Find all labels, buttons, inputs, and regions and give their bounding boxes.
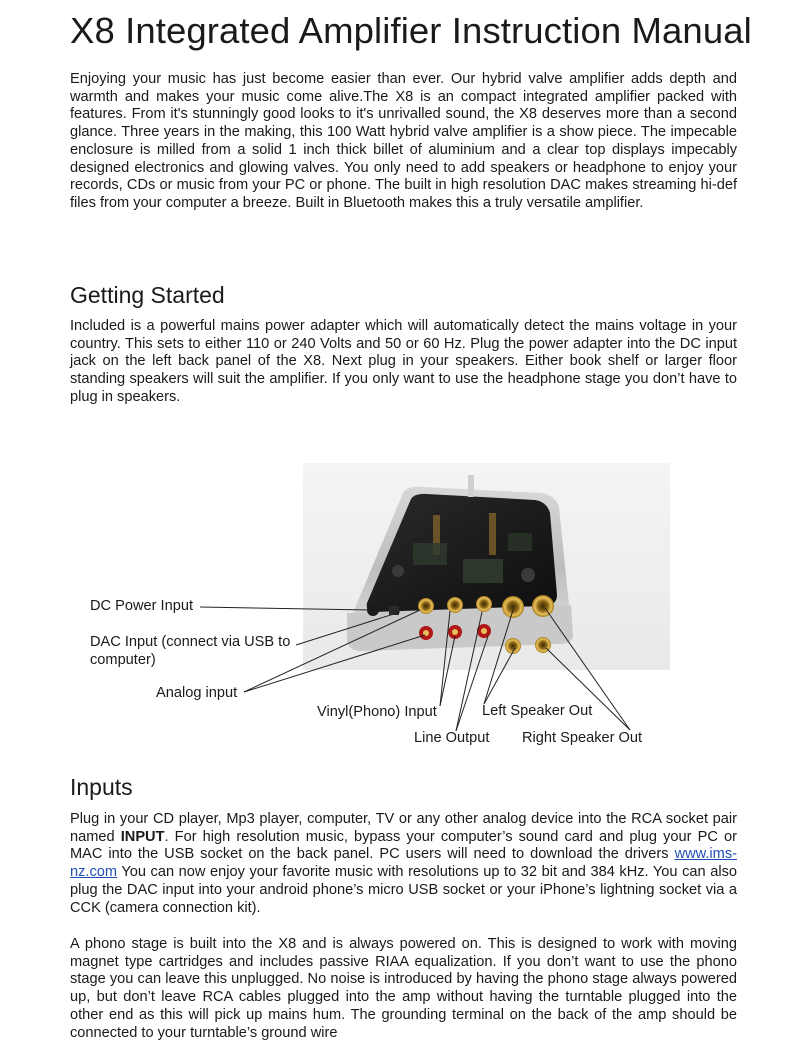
input-keyword: INPUT bbox=[120, 828, 165, 845]
label-left-speaker-out: Left Speaker Out bbox=[482, 703, 593, 719]
label-dc-power-input: DC Power Input bbox=[90, 598, 194, 614]
label-line-output: Line Output bbox=[414, 730, 490, 746]
page-title: X8 Integrated Amplifier Instruction Manual bbox=[70, 10, 752, 51]
inputs-paragraph-2: A phono stage is built into the X8 and is always powered on. This is designed to work with moving magnet type cartridges and includes passive RIAA equalization. If you don’t want to use the phono stage you can leave this unplugged. No noise is introduced by having the phono stage always powered up, but don’t leave RCA cables plugged into the amp without having the turntable plugged into the other end as this will pick up mains hum. The grounding terminal on the back of the amp should be connected to your turntable’s ground wire bbox=[70, 936, 737, 1041]
inputs-paragraph-1: Plug in your CD player, Mp3 player, computer, TV or any other analog device into the RCA socket pair named INPUT. For high resolution music, bypass your computer’s sound card and plug your PC or MAC into the USB socket on the back panel. PC users will need to download the drivers www.ims-nz.com You can now enjoy your favorite music with resolutions up to 32 bit and 384 kHz. You can also plug the DAC input into your android phone’s micro USB socket or your iPhone’s lightning socket via a CCK (camera connection kit). bbox=[70, 811, 737, 916]
inputs-heading: Inputs bbox=[70, 774, 133, 800]
label-dac-input: DAC Input (connect via USB to computer) bbox=[90, 634, 291, 668]
amplifier-photo bbox=[303, 463, 670, 670]
getting-started-paragraph: Included is a powerful mains power adapter which will automatically detect the mains voltage in your country. This sets to either 110 or 240 Volts and 50 or 60 Hz. Plug the power adapter into the DC input jack on the left back panel of the X8. Next plug in your speakers. Either book shelf or larger floor standing speakers will suit the amplifier. If you only want to use the headphone stage you don’t have to plug in speakers. bbox=[70, 318, 737, 405]
intro-paragraph: Enjoying your music has just become easier than ever. Our hybrid valve amplifier adds depth and warmth and makes your music come alive.The X8 is an compact integrated amplifier packed with features. From it's stunningly good looks to it's unrivalled sound, the X8 deserves more than a second glance. Three years in the making, this 100 Watt hybrid valve amplifier is a show piece. The impecable enclosure is milled from a solid 1 inch thick billet of aluminium and a clear top displays impecably designed electronics and glowing valves. You only need to add speakers or headphone to enjoy your records, CDs or music from your PC or phone. The built in high resolution DAC makes streaming hi-def files from your computer a breeze. Built in Bluetooth makes this a truly versatile amplifier. bbox=[70, 71, 737, 211]
label-vinyl-input: Vinyl(Phono) Input bbox=[317, 704, 437, 720]
label-right-speaker-out: Right Speaker Out bbox=[522, 730, 643, 746]
ims-website-link[interactable]: www.ims-nz.com bbox=[70, 846, 737, 881]
label-analog-input: Analog input bbox=[156, 685, 238, 701]
getting-started-heading: Getting Started bbox=[70, 282, 225, 308]
